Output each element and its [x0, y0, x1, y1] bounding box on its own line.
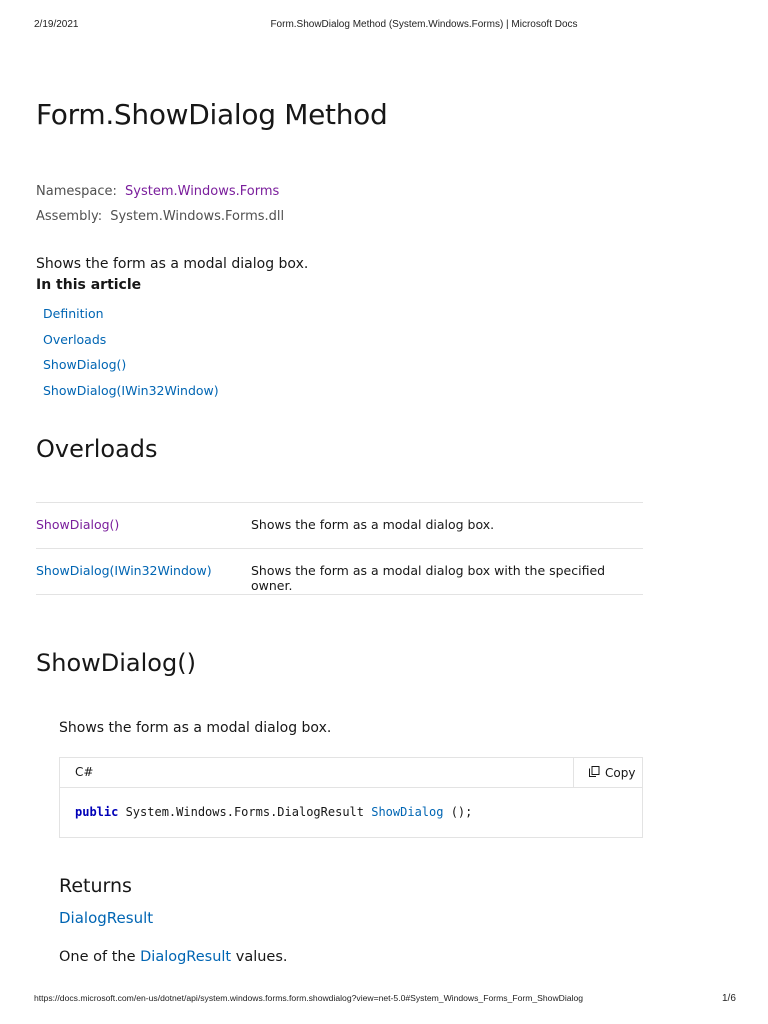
returns-heading: Returns — [59, 875, 132, 897]
overload-description: Shows the form as a modal dialog box. — [251, 517, 495, 532]
assembly-row — [36, 209, 284, 224]
returns-desc-prefix: One of the — [59, 949, 141, 965]
showdialog-description: Shows the form as a modal dialog box. — [59, 720, 332, 736]
toc-item-showdialog-owner[interactable]: ShowDialog(IWin32Window) — [43, 382, 219, 398]
namespace-label: Namespace: — [36, 184, 117, 199]
copy-icon — [589, 766, 600, 777]
overload-link-showdialog[interactable]: ShowDialog() — [36, 517, 120, 532]
code-keyword: public — [75, 805, 119, 819]
namespace-link[interactable]: System.Windows.Forms — [125, 184, 280, 199]
namespace-row — [36, 184, 279, 199]
code-type: System.Windows.Forms.DialogResult — [118, 805, 372, 819]
overload-link-showdialog-owner[interactable]: ShowDialog(IWin32Window) — [36, 563, 212, 578]
overload-description: Shows the form as a modal dialog box with the specified owner. — [251, 563, 606, 593]
toc-heading: In this article — [36, 277, 142, 293]
code-method[interactable]: ShowDialog — [371, 805, 444, 819]
code-language: C# — [75, 765, 94, 779]
page-title: Form.ShowDialog Method — [36, 98, 388, 131]
print-title: Form.ShowDialog Method (System.Windows.Forms) | Microsoft Docs — [270, 19, 578, 30]
toc-item-showdialog[interactable]: ShowDialog() — [43, 357, 127, 372]
assembly-label: Assembly: — [36, 209, 103, 224]
toc-list — [43, 305, 219, 407]
print-page-number: 1/6 — [722, 993, 736, 1004]
returns-desc-suffix: values. — [231, 949, 288, 965]
code-line — [75, 805, 472, 819]
print-url: https://docs.microsoft.com/en-us/dotnet/api/system.windows.forms.form.showdialog?view=net-5.0#System_Windows_Forms_Form_ShowDialog — [34, 993, 584, 1003]
table-row — [36, 503, 643, 549]
returns-description — [59, 949, 288, 965]
returns-desc-link[interactable]: DialogResult — [140, 949, 232, 965]
summary-text: Shows the form as a modal dialog box. — [36, 256, 309, 272]
showdialog-heading: ShowDialog() — [36, 649, 196, 677]
overloads-heading: Overloads — [36, 435, 158, 463]
copy-label: Copy — [605, 766, 636, 780]
code-suffix: (); — [443, 805, 473, 819]
overloads-table — [36, 502, 643, 595]
assembly-value: System.Windows.Forms.dll — [110, 209, 285, 224]
copy-button[interactable] — [573, 758, 642, 787]
toc-item-definition[interactable]: Definition — [43, 306, 104, 321]
code-header — [60, 758, 642, 788]
table-row — [36, 549, 643, 595]
print-date: 2/19/2021 — [34, 19, 79, 30]
toc-item-overloads[interactable]: Overloads — [43, 331, 107, 347]
code-block — [59, 757, 643, 838]
returns-type-link[interactable]: DialogResult — [59, 909, 154, 927]
